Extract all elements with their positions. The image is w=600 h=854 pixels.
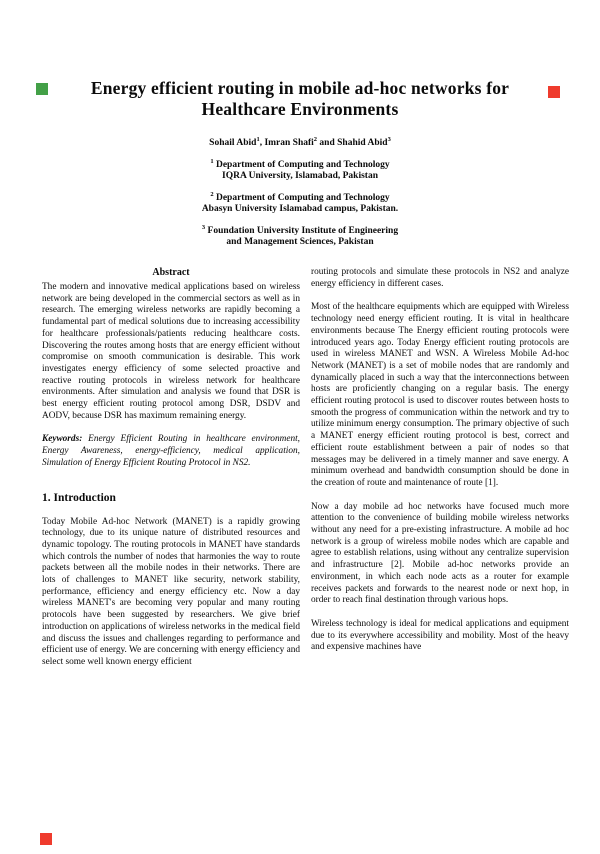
- author-affiliation-ref: 1: [256, 135, 260, 143]
- authors-line: [0, 135, 600, 149]
- body-paragraph: Wireless technology is ideal for medical applications and equipment due to its everywhere accessibility and mobility. Most of the heavy and expensive machines have: [311, 618, 569, 653]
- body-paragraph: Most of the healthcare equipments which are equipped with Wireless technology need energy efficient routing. It is vital in healthcare environments because The Energy efficient routing protocols were introduced years ago. Today Energy efficient routing protocols are used in wireless MANET and WSN. A Wireless Mobile Ad-hoc Network (MANET) is a set of mobile nodes that are randomly and dynamically placed in such a way that the interconnections between hosts are proficiently changing on a regular basis. The energy efficient routing protocol is used to discover routes between hosts to smooth the progress of communication within the network and try to utilize minimum energy consumption. The primary objective of such a MANET energy efficient routing protocol is best, correct and efficient route establishment between a pair of nodes so that messages may be delivered in a timely manner and save energy. A minimum overhead and bandwidth consumption should be done in the creation of route and maintenance of route [1].: [311, 302, 569, 488]
- affiliation-1: [0, 157, 600, 182]
- abstract-heading: Abstract: [152, 267, 190, 278]
- affiliations-block: [0, 157, 600, 248]
- affiliation-line1: Department of Computing and Technology: [215, 160, 390, 170]
- body-paragraph: Now a day mobile ad hoc networks have focused much more attention to the convenience of building mobile wireless networks without any need for a pre-existing infrastructure. A mobile ad hoc network is a group of wireless mobile nodes which are capable and agree to establish relations, using without any centralize supervision and infrastructure [2]. Mobile ad-hoc networks provide an environment, in which each node acts as a router for example receives packets and forwards to the nearest node or next hop, in order to reach final destination through various hops.: [311, 501, 569, 606]
- keywords-paragraph: [42, 434, 300, 469]
- fiducial-marker-red-bottom-left: [40, 833, 52, 845]
- affiliation-line2: and Management Sciences, Pakistan: [226, 237, 374, 247]
- affiliation-2: [0, 190, 600, 215]
- keywords-text: Energy Efficient Routing in healthcare environment, Energy Awareness, energy-efficiency, medical application, Simulation of Energy Efficient Routing Protocol in NS2.: [42, 434, 301, 468]
- author-name: Imran Shafi: [264, 138, 314, 148]
- author-affiliation-ref: 3: [387, 135, 391, 143]
- author-name: Shahid Abid: [337, 138, 388, 148]
- affiliation-number: 1: [210, 157, 214, 165]
- body-paragraph: routing protocols and simulate these protocols in NS2 and analyze energy efficiency in different cases.: [311, 267, 569, 289]
- affiliation-line2: Abasyn University Islamabad campus, Pakistan.: [201, 204, 399, 214]
- keywords-label: Keywords:: [42, 434, 83, 445]
- author-name: Sohail Abid: [209, 138, 257, 148]
- paper-title: [50, 78, 550, 119]
- author-separator: and: [317, 138, 338, 148]
- affiliation-3: [0, 223, 600, 248]
- affiliation-line1: Foundation University Institute of Engineering: [207, 226, 399, 236]
- two-column-body: [0, 267, 600, 681]
- author-separator: ,: [259, 138, 265, 148]
- abstract-paragraph: The modern and innovative medical applications based on wireless network are being developed in the commercial sectors as well as in research. The emerging wireless networks are rapidly becoming a fundamental part of medical solutions due to increasing accessibility for healthcare professionals/patients reducing healthcare costs. Discovering the routes among hosts that are energy efficient without compromise on smooth communication is desirable. This work investigates energy efficiency of some selected proactive and reactive routing protocols in wireless network for healthcare environments. After simulation and analysis we found that DSR is best energy efficient routing protocol among DSR, DSDV and AODV, because DSR has maximum remaining energy.: [42, 282, 300, 421]
- affiliation-number: 3: [201, 223, 206, 231]
- left-column: [42, 267, 300, 681]
- fiducial-marker-green: [36, 83, 48, 95]
- affiliation-line2: IQRA University, Islamabad, Pakistan: [222, 171, 378, 181]
- paper-title-line1: Energy efficient routing in mobile ad-hoc networks for: [90, 78, 510, 98]
- introduction-heading: 1. Introduction: [42, 491, 116, 504]
- fiducial-marker-red-top-right: [548, 86, 560, 98]
- introduction-paragraph: Today Mobile Ad-hoc Network (MANET) is a rapidly growing technology, due to its unique nature of distributed resources and dynamic topology. The routing protocols in MANET have standards which controls the number of nodes that harmonies the way to route packets between all the mobile nodes in their networks. There are lots of challenges to MANET like security, network stability, performance, efficiency and energy efficiency etc. Now a day wireless MANET's are becoming very popular and many routing protocols have been suggested by researchers. We give brief introduction on applications of wireless networks in the medical field and discuss the issues and challenges regarding to performance and efficient use of energy. We are concerning with energy efficiency and select some well known energy efficient: [42, 516, 300, 667]
- paper-page: [0, 78, 600, 854]
- affiliation-number: 2: [210, 190, 214, 198]
- affiliation-line1: Department of Computing and Technology: [215, 193, 390, 203]
- paper-title-line2: Healthcare Environments: [201, 98, 399, 119]
- author-affiliation-ref: 2: [313, 135, 318, 143]
- right-column: [311, 267, 569, 681]
